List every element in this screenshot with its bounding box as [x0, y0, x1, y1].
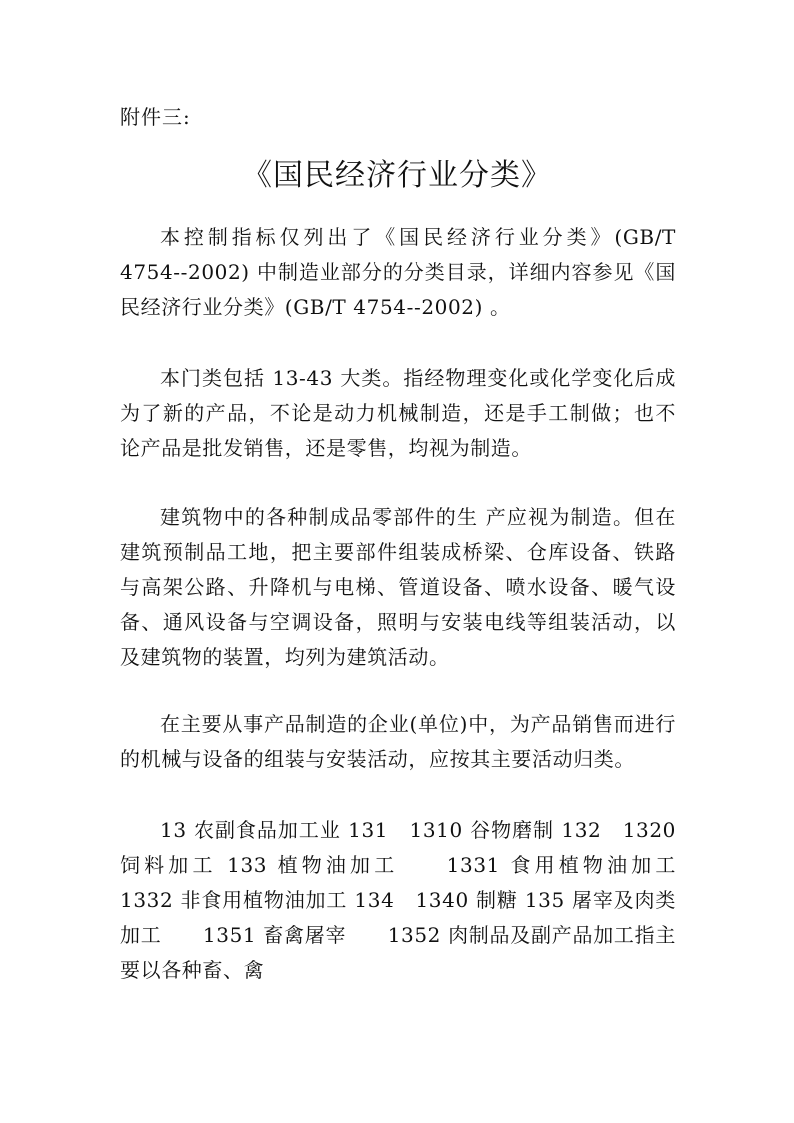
attachment-label: 附件三:: [120, 105, 191, 129]
paragraph-installation-note: 在主要从事产品制造的企业(单位)中，为产品销售而进行的机械与设备的组装与安装活动，应按其主要活动归类。: [120, 712, 676, 771]
page-title: 《国民经济行业分类》: [242, 158, 552, 193]
paragraph-construction-note: 建筑物中的各种制成品零部件的生 产应视为制造。但在建筑预制品工地，把主要部件组装成桥梁、仓库设备、铁路与高架公路、升降机与电梯、管道设备、喷水设备、暖气设备、通风设备与空调设备，照明与安装电线等组装活动，以及建筑物的装置，均列为建筑活动。: [120, 505, 676, 669]
paragraph-scope: 本控制指标仅列出了《国民经济行业分类》(GB/T 4754--2002) 中制造业部分的分类目录，详细内容参见《国民经济行业分类》(GB/T 4754--2002) 。: [120, 225, 676, 319]
document-body: [120, 220, 718, 988]
paragraph-category-definition: 本门类包括 13-43 大类。指经物理变化或化学变化后成为了新的产品，不论是动力机械制造，还是手工制做；也不论产品是批发销售，还是零售，均视为制造。: [120, 366, 676, 460]
paragraph-classification-list: 13 农副食品加工业 131 1310 谷物磨制 132 1320 饲料加工 133 植物油加工 1331 食用植物油加工 1332 非食用植物油加工 134 1340 制糖 135 屠宰及肉类加工 1351 畜禽屠宰 1352 肉制品及副产品加工指主要以各种畜、禽: [120, 818, 718, 982]
